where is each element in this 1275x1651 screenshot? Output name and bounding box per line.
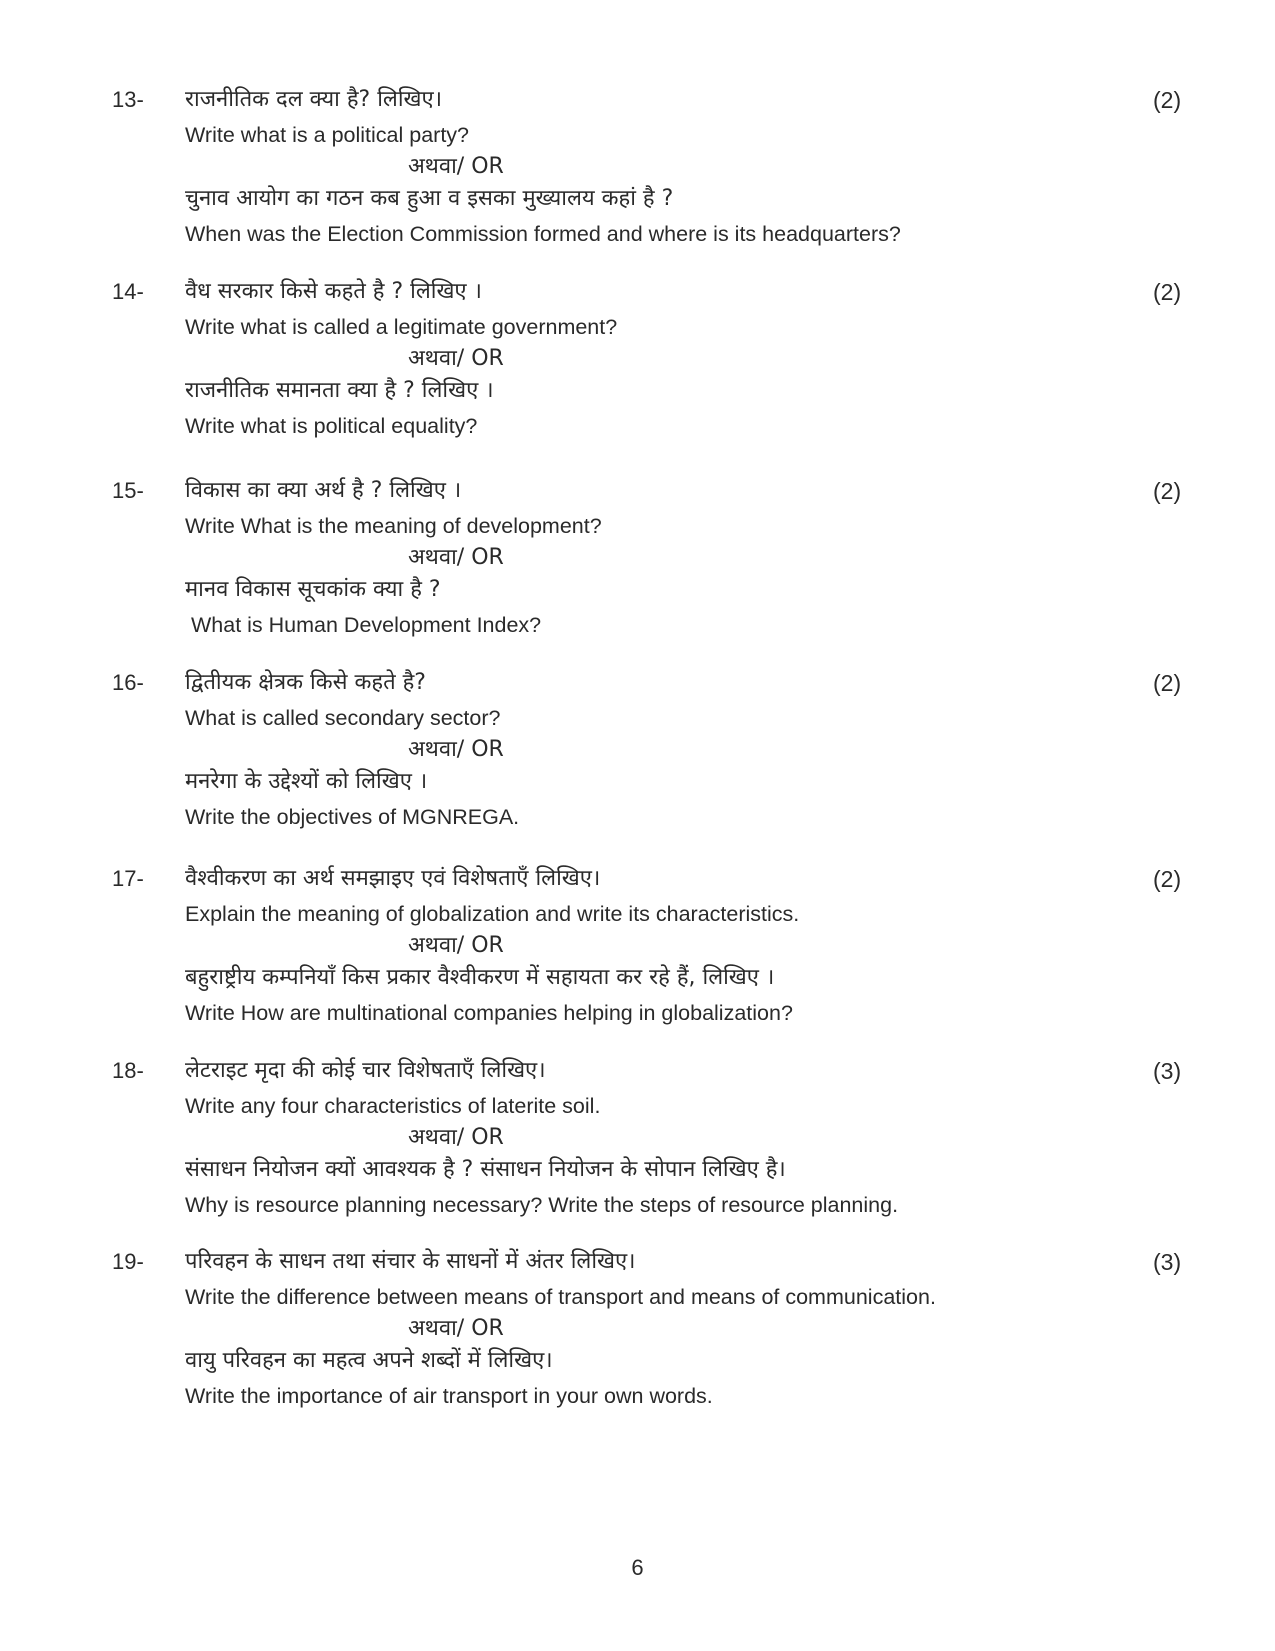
alternate-question-hindi: बहुराष्ट्रीय कम्पनियाँ किस प्रकार वैश्वीकरण में सहायता कर रहे हैं, लिखिए । xyxy=(185,965,775,990)
question-marks: (2) xyxy=(1153,866,1182,892)
question-hindi: विकास का क्या अर्थ है ? लिखिए । xyxy=(185,478,462,503)
question-number: 17- xyxy=(112,866,144,891)
question-english: Write any four characteristics of laterite soil. xyxy=(185,1094,601,1118)
question-number: 19- xyxy=(112,1249,144,1274)
alternate-question-hindi: वायु परिवहन का महत्व अपने शब्दों में लिखिए। xyxy=(185,1348,553,1373)
or-label: अथवा/ OR xyxy=(408,737,504,762)
question-number: 13- xyxy=(112,87,144,112)
alternate-question-english: When was the Election Commission formed and where is its headquarters? xyxy=(185,222,901,246)
question-english: Write the difference between means of transport and means of communication. xyxy=(185,1285,936,1309)
question-16 xyxy=(0,670,1275,860)
question-number: 18- xyxy=(112,1058,144,1083)
question-14 xyxy=(0,279,1275,469)
or-label: अथवा/ OR xyxy=(408,1125,504,1150)
question-hindi: वैध सरकार किसे कहते है ? लिखिए । xyxy=(185,279,482,304)
or-label: अथवा/ OR xyxy=(408,545,504,570)
question-18 xyxy=(0,1058,1275,1248)
alternate-question-hindi: मनरेगा के उद्देश्यों को लिखिए । xyxy=(185,769,428,794)
question-hindi: वैश्वीकरण का अर्थ समझाइए एवं विशेषताएँ लिखिए। xyxy=(185,866,601,891)
alternate-question-hindi: चुनाव आयोग का गठन कब हुआ व इसका मुख्यालय कहां है ? xyxy=(185,186,674,211)
question-english: Write what is a political party? xyxy=(185,123,469,147)
question-hindi: राजनीतिक दल क्या है? लिखिए। xyxy=(185,87,443,112)
question-english: What is called secondary sector? xyxy=(185,706,501,730)
question-marks: (2) xyxy=(1153,87,1182,113)
alternate-question-english: Write How are multinational companies helping in globalization? xyxy=(185,1001,793,1025)
question-17 xyxy=(0,866,1275,1056)
alternate-question-hindi: राजनीतिक समानता क्या है ? लिखिए । xyxy=(185,378,494,403)
question-marks: (3) xyxy=(1153,1249,1182,1275)
alternate-question-english: Why is resource planning necessary? Write the steps of resource planning. xyxy=(185,1193,899,1217)
alternate-question-hindi: संसाधन नियोजन क्यों आवश्यक है ? संसाधन नियोजन के सोपान लिखिए है। xyxy=(185,1157,786,1182)
or-label: अथवा/ OR xyxy=(408,154,504,179)
question-13 xyxy=(0,87,1275,277)
question-english: Write What is the meaning of development? xyxy=(185,514,602,538)
question-hindi: द्वितीयक क्षेत्रक किसे कहते है? xyxy=(185,670,426,695)
question-english: Write what is called a legitimate government? xyxy=(185,315,618,339)
alternate-question-english: Write what is political equality? xyxy=(185,414,478,438)
question-number: 14- xyxy=(112,279,144,304)
question-number: 16- xyxy=(112,670,144,695)
alternate-question-hindi: मानव विकास सूचकांक क्या है ? xyxy=(185,577,441,602)
question-marks: (2) xyxy=(1153,279,1182,305)
or-label: अथवा/ OR xyxy=(408,1316,504,1341)
alternate-question-english: Write the objectives of MGNREGA. xyxy=(185,805,520,829)
question-marks: (2) xyxy=(1153,670,1182,696)
page-number: 6 xyxy=(631,1555,644,1580)
question-marks: (3) xyxy=(1153,1058,1182,1084)
question-marks: (2) xyxy=(1153,478,1182,504)
question-number: 15- xyxy=(112,478,144,503)
question-19 xyxy=(0,1249,1275,1439)
alternate-question-english: What is Human Development Index? xyxy=(191,613,542,637)
or-label: अथवा/ OR xyxy=(408,933,504,958)
question-english: Explain the meaning of globalization and write its characteristics. xyxy=(185,902,800,926)
alternate-question-english: Write the importance of air transport in your own words. xyxy=(185,1384,713,1408)
question-hindi: लेटराइट मृदा की कोई चार विशेषताएँ लिखिए। xyxy=(185,1058,546,1083)
or-label: अथवा/ OR xyxy=(408,346,504,371)
question-hindi: परिवहन के साधन तथा संचार के साधनों में अंतर लिखिए। xyxy=(185,1249,636,1274)
question-15 xyxy=(0,478,1275,668)
